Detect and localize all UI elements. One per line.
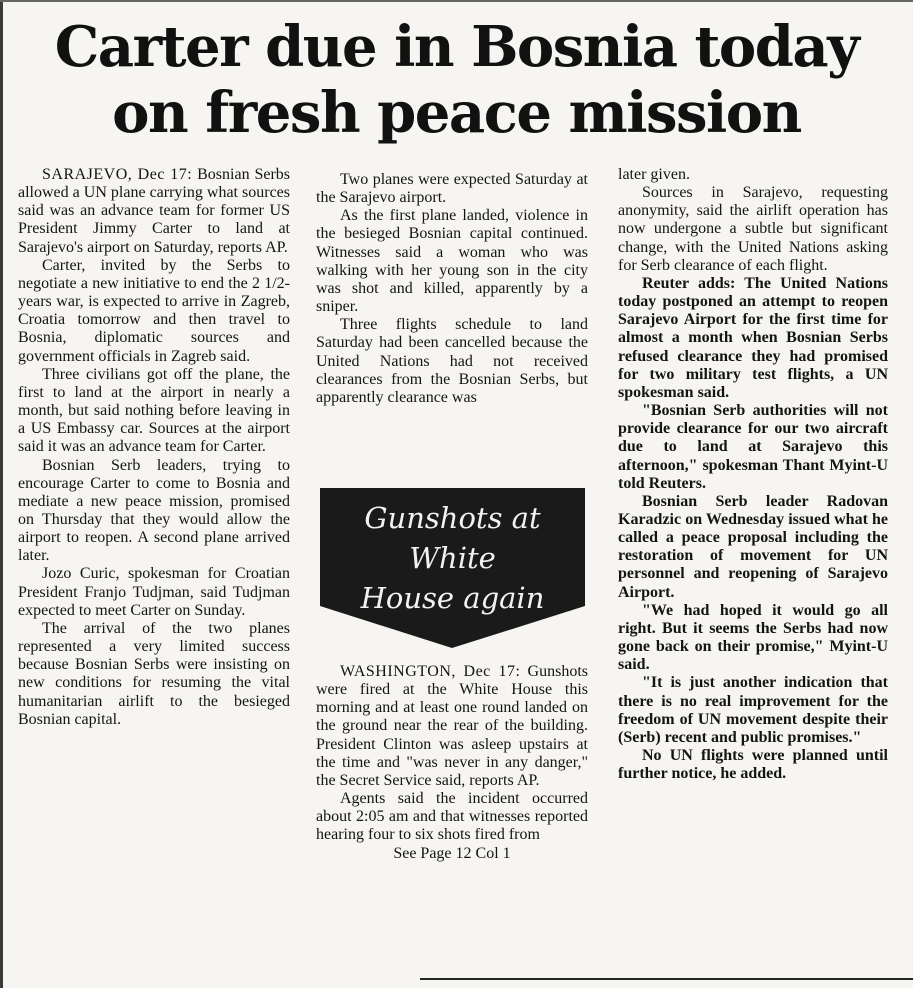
- sidebar-headline-banner: [320, 488, 585, 648]
- story-paragraph: No UN flights were planned until further notice, he added.: [618, 747, 888, 783]
- story-paragraph: Carter, invited by the Serbs to negotiate a new initiative to end the 2 1/2-years war, is expected to arrive in Zagreb, Croatia tomorrow and then travel to Bosnia, diplomatic sources and government officials in Zagreb said.: [18, 256, 290, 365]
- headline-line-2: on fresh peace mission: [112, 80, 801, 146]
- jump-line: See Page 12 Col 1: [393, 844, 511, 862]
- sidebar-dateline: WASHINGTON, Dec 17:: [340, 663, 521, 680]
- story-paragraph: Bosnian Serb leaders, trying to encourage Carter to come to Bosnia and mediate a new peace mission, promised on Thursday that they would allow the airport to reopen. A second plane arrived later.: [18, 456, 290, 565]
- story-paragraph: "It is just another indication that there is no real improvement for the freedom of UN movement despite their (Serb) recent and public promises.": [618, 674, 888, 746]
- story-column-1: [18, 166, 290, 729]
- sidebar-headline-line-2: White: [409, 541, 496, 575]
- story-column-2: [316, 171, 588, 407]
- story-dateline: SARAJEVO, Dec 17:: [42, 166, 193, 183]
- story-column-3: [618, 166, 888, 783]
- story-paragraph: Three civilians got off the plane, the first to land at the airport in nearly a month, but said nothing before leaving in a US Embassy car. Sources at the airport said it was an advance team for Carter.: [18, 365, 290, 456]
- story-paragraph: Reuter adds: The United Nations today postponed an attempt to reopen Sarajevo Airport for the first time for almost a month when Bosnian Serbs refused clearance they had promised for two military test flights, a UN spokesman said.: [618, 274, 888, 401]
- story-paragraph: The arrival of the two planes represented a very limited success because Bosnian Serbs were insisting on new conditions for resuming the vital humanitarian airlift to the besieged Bosnian capital.: [18, 619, 290, 728]
- story-paragraph: Bosnian Serb leader Radovan Karadzic on Wednesday issued what he called a peace proposal including the restoration of movement for UN personnel and reopening of Sarajevo Airport.: [618, 492, 888, 601]
- story-paragraph: Two planes were expected Saturday at the Sarajevo airport.: [316, 171, 588, 207]
- story-paragraph: "We had hoped it would go all right. But it seems the Serbs had now gone back on their promise," Myint-U said.: [618, 601, 888, 674]
- story-lead-text: Bosnian Serbs allowed a UN plane carrying what sources said was an advance team for former US President Jimmy Carter to land at Sarajevo's airport on Saturday, reports AP.: [18, 166, 290, 256]
- sidebar-lead-text: Gunshots were fired at the White House this morning and at least one round landed on the ground near the rear of the building. President Clinton was asleep upstairs at the time and "was never in any danger," the Secret Service said, reports AP.: [316, 663, 588, 789]
- sidebar-headline-line-1: Gunshots at: [364, 501, 541, 535]
- story-lead-paragraph: [18, 166, 290, 257]
- sidebar-lead-paragraph: [316, 663, 588, 790]
- story-paragraph: later given.: [618, 166, 690, 183]
- story-paragraph: As the first plane landed, violence in the besieged Bosnian capital continued. Witnesses said a woman who was walking with her young son in the city was shot and killed, apparently by a sniper.: [316, 207, 588, 316]
- sidebar-headline: [320, 498, 585, 618]
- main-headline: [10, 14, 903, 146]
- sidebar-headline-line-3: House again: [360, 581, 545, 615]
- story-paragraph: Jozo Curic, spokesman for Croatian President Franjo Tudjman, said Tudjman expected to meet Carter on Sunday.: [18, 565, 290, 619]
- story-paragraph: Three flights schedule to land Saturday had been cancelled because the United Nations had not received clearances from the Bosnian Serbs, but apparently clearance was: [316, 316, 588, 406]
- sidebar-story: [316, 663, 588, 863]
- page-top-edge: [0, 0, 913, 2]
- story-paragraph: Sources in Sarajevo, requesting anonymity, said the airlift operation has now undergone a subtle but significant change, with the United Nations asking for Serb clearance of each flight.: [618, 184, 888, 274]
- page-edge: [0, 0, 3, 988]
- bottom-rule: [420, 978, 913, 980]
- sidebar-paragraph: Agents said the incident occurred about 2:05 am and that witnesses reported hearing four to six shots fired from: [316, 790, 588, 844]
- headline-line-1: Carter due in Bosnia today: [54, 14, 859, 80]
- story-paragraph: "Bosnian Serb authorities will not provide clearance for our two aircraft due to land at Sarajevo this afternoon," spokesman Thant Myint-U told Reuters.: [618, 402, 888, 492]
